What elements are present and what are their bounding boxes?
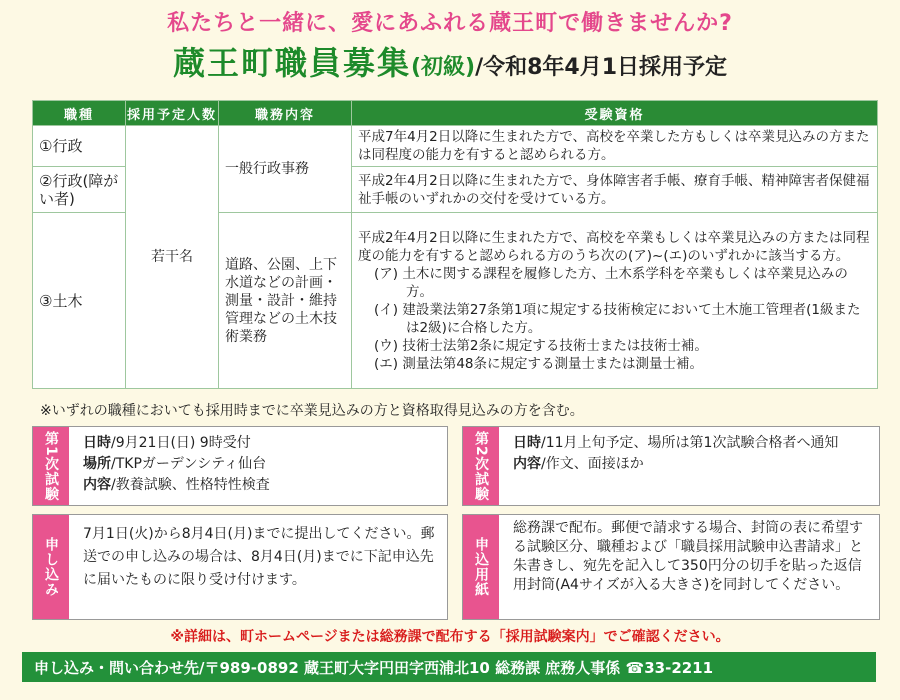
apply-box xyxy=(32,514,448,620)
duty-admin: 一般行政事務 xyxy=(219,126,352,213)
exam1-content: /教養試験、性格特性検査 xyxy=(111,477,270,493)
civil-item-list xyxy=(358,265,871,373)
form-tag xyxy=(463,515,499,619)
header-count: 採用予定人数 xyxy=(126,101,219,126)
title-sub: (初級) xyxy=(410,55,476,80)
exam2-content-label: 内容 xyxy=(513,456,541,472)
list-item: (エ) 測量法第48条に規定する測量士または測量士補。 xyxy=(374,355,704,372)
exam1-place-label: 場所 xyxy=(83,456,111,472)
exam2-date-label: 日時 xyxy=(513,435,541,451)
table-row xyxy=(33,126,878,167)
form-box xyxy=(462,514,880,620)
qual-civil xyxy=(352,213,878,389)
title-date: /令和8年4月1日採用予定 xyxy=(475,55,728,80)
header-qual: 受験資格 xyxy=(352,101,878,126)
apply-tag xyxy=(33,515,69,619)
qual-civil-text: 平成2年4月2日以降に生まれた方で、高校を卒業もしくは卒業見込みの方または同程度の能力を有すると認められる方のうち次の(ア)~(エ)のいずれかに該当する方。 xyxy=(358,229,870,264)
list-item: (ウ) 技術士法第2条に規定する技術士または技術士補。 xyxy=(374,337,708,354)
exam2-tag xyxy=(463,427,499,505)
form-text: 総務課で配布。郵便で請求する場合、封筒の表に希望する試験区分、職種および「職員採用試験申込書請求」と朱書きし、宛先を記入して350円分の切手を貼った返信用封筒(A4サイズが入る大きさ)を同封してください。 xyxy=(513,520,863,593)
exam1-box xyxy=(32,426,448,506)
qual-admin-disabled: 平成2年4月2日以降に生まれた方で、身体障害者手帳、療育手帳、精神障害者保健福祉手帳のいずれかの交付を受けている方。 xyxy=(352,167,878,213)
page-title xyxy=(0,38,900,84)
detail-notice: ※詳細は、町ホームページまたは総務課で配布する「採用試験案内」でご確認ください。 xyxy=(170,629,730,645)
apply-tag-label: 申し込み xyxy=(43,537,59,597)
list-item: (イ) 建設業法第27条第1項に規定する技術検定において土木施工管理者(1級または2級)に合格した方。 xyxy=(374,301,861,336)
headcount: 若干名 xyxy=(126,126,219,389)
kind-admin: ①行政 xyxy=(33,126,126,167)
catchphrase: 私たちと一緒に、愛にあふれる蔵王町で働きませんか? xyxy=(167,11,733,36)
eligibility-note: ※いずれの職種においても採用時までに卒業見込みの方と資格取得見込みの方を含む。 xyxy=(40,403,584,419)
qual-admin: 平成7年4月2日以降に生まれた方で、高校を卒業した方もしくは卒業見込みの方または同程度の能力を有すると認められる方。 xyxy=(352,126,878,167)
recruitment-table xyxy=(32,100,878,389)
list-item: (ア) 土木に関する課程を履修した方、土木系学科を卒業もしくは卒業見込みの方。 xyxy=(374,265,848,300)
exam1-tag-label: 第1次試験 xyxy=(43,430,59,502)
exam1-date-label: 日時 xyxy=(83,435,111,451)
contact-bar: 申し込み・問い合わせ先/〒989-0892 蔵王町大字円田字西浦北10 総務課 庶務人事係 ☎33-2211 xyxy=(22,652,876,682)
form-tag-label: 申込用紙 xyxy=(473,537,489,597)
exam1-tag xyxy=(33,427,69,505)
exam1-date: /9月21日(日) 9時受付 xyxy=(111,435,251,451)
exam1-body xyxy=(83,433,439,496)
exam2-content: /作文、面接ほか xyxy=(541,456,644,472)
exam2-body xyxy=(513,433,871,475)
apply-text: 7月1日(火)から8月4日(月)までに提出してください。郵送での申し込みの場合は、8月4日(月)までに下記申込先に届いたものに限り受け付けます。 xyxy=(83,526,435,588)
header-duty: 職務内容 xyxy=(219,101,352,126)
exam1-content-label: 内容 xyxy=(83,477,111,493)
kind-civil: ③土木 xyxy=(33,213,126,389)
exam1-place: /TKPガーデンシティ仙台 xyxy=(111,456,267,472)
exam2-date: /11月上旬予定、場所は第1次試験合格者へ通知 xyxy=(541,435,839,451)
kind-admin-disabled: ②行政(障がい者) xyxy=(33,167,126,213)
duty-civil: 道路、公園、上下水道などの計画・測量・設計・維持管理などの土木技術業務 xyxy=(219,213,352,389)
header-kind: 職種 xyxy=(33,101,126,126)
exam2-box xyxy=(462,426,880,506)
exam2-tag-label: 第2次試験 xyxy=(473,430,489,502)
table-header-row xyxy=(33,101,878,126)
title-main: 蔵王町職員募集 xyxy=(172,44,411,82)
